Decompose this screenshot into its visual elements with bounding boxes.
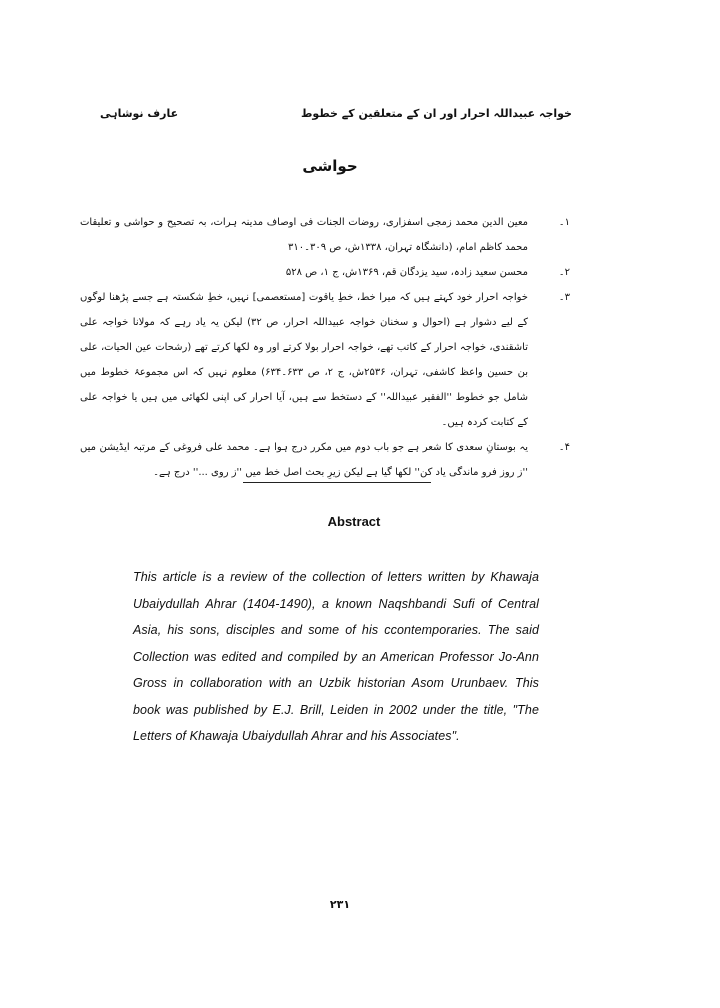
- section-title: حواشی: [302, 157, 358, 175]
- note-text: خواجہ احرار خود کہتے ہیں کہ میرا خط، خطِ یاقوت [مستعصمی] نہیں، خطِ شکستہ ہے جسے پڑھنا لوگوں کے لیے دشوار ہے (احوال و سخنان خواجہ عبیداللہ احرار، ص ۳۲) لیکن یہ یاد رہے کہ مولانا خواجہ علی تاشقندی، خواجہ احرار کے کاتب تھے، خواجہ احرار بولا کرتے اور وہ لکھا کرتے تھے (رشحات عین الحیات، علی بن حسین واعظ کاشفی، تہران، ۲۵۳۶ش، ج ۲، ص ۶۳۳۔۶۳۴) معلوم نہیں کہ اس مجموعۂ خطوط میں شامل جو خطوط ''الفقیر عبیداللہ'' کے دستخط سے ہیں، آیا احرار کی اپنی لکھائی میں ہیں یا خواجہ علی کے کتابت کردہ ہیں۔: [80, 292, 529, 428]
- note-text: معین الدین محمد زمجی اسفزاری، روضات الجنات فی اوصاف مدینہ ہرات، بہ تصحیح و حواشی و تعلیقات محمد کاظم امام، (دانشگاہ تہران، ۱۳۳۸ش، ص ۳۰۹۔۳۱۰: [80, 217, 528, 253]
- note-number: ۴۔: [558, 442, 570, 453]
- note-item: [80, 435, 570, 485]
- abstract-title: Abstract: [327, 514, 381, 529]
- running-head-title: خواجہ عبیداللہ احرار اور ان کے متعلقین کے خطوط: [301, 107, 572, 120]
- page-number: ۲۳۱: [329, 898, 351, 911]
- note-number: ۳۔: [558, 292, 570, 303]
- notes-list: [80, 210, 570, 485]
- note-number: ۱۔: [558, 217, 570, 228]
- abstract-body: This article is a review of the collection of letters written by Khawaja Ubaiydullah Ahrar (1404-1490), a known Naqshbandi Sufi of Central Asia, his sons, disciples and some of his ccontemporaries. The said Collection was edited and compiled by an American Professor Jo-Ann Gross in collaboration with an Uzbik historian Asom Urunbaev. This book was published by E.J. Brill, Leiden in 2002 under the title, "The Letters of Khawaja Ubaiydullah Ahrar and his Associates".: [133, 570, 539, 743]
- note-text: یہ بوستانِ سعدی کا شعر ہے جو باب دوم میں مکرر درج ہوا ہے۔ محمد علی فروغی کے مرتبہ ایڈیشن میں ''ز روز فرو ماندگی یاد کن'' لکھا گیا ہے لیکن زیرِ بحث اصل خط میں ''ز روی ...'' درج ہے۔: [80, 442, 528, 478]
- section-divider: [243, 482, 431, 483]
- running-head-author: عارف نوشاہی: [100, 107, 179, 120]
- note-number: ۲۔: [558, 267, 570, 278]
- note-text: محسن سعید زادہ، سید یزدگان قم، ۱۳۶۹ش، ج ۱، ص ۵۲۸: [285, 267, 528, 278]
- note-item: [80, 260, 570, 285]
- note-item: [80, 285, 570, 435]
- note-item: [80, 210, 570, 260]
- running-head: [100, 107, 572, 127]
